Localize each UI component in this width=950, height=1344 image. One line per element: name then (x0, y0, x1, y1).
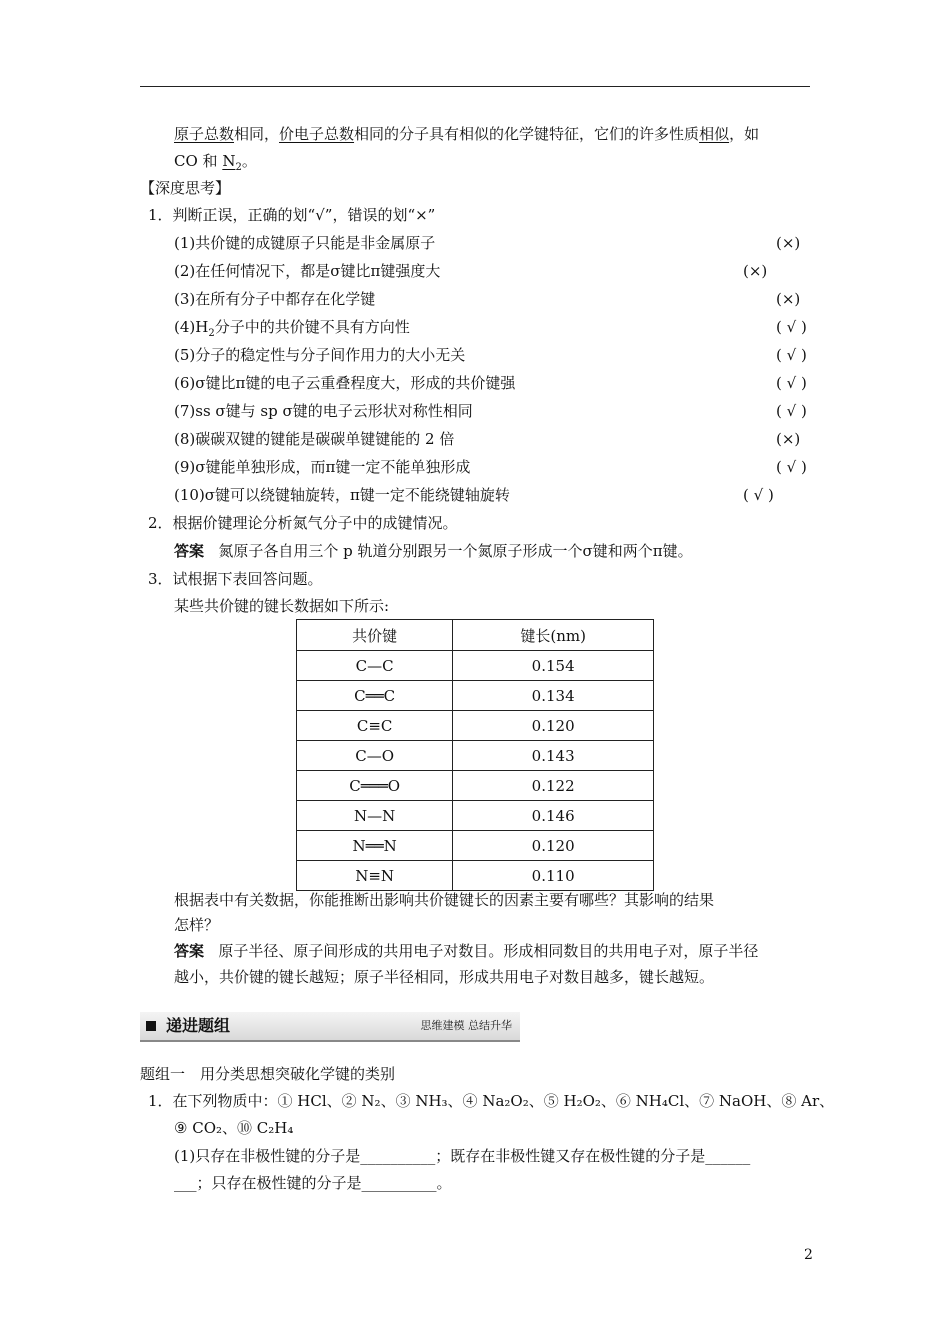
length-cell: 0.110 (453, 861, 654, 891)
intro-line2-n2: $N_2$ (222, 152, 242, 173)
question-3-text-line-1: 根据表中有关数据，你能推断出影响共价键键长的因素主要有哪些？其影响的结果 (174, 891, 715, 909)
judge-item-1: (1)共价键的成键原子只能是非金属原子 (174, 234, 436, 252)
table-header-length: 键长(nm) (453, 620, 654, 651)
judge-mark-7: ( √ ) (776, 402, 807, 420)
table-row (297, 771, 654, 801)
banner-title: 递进题组 (166, 1016, 231, 1035)
judge-mark-4: ( √ ) (776, 318, 807, 336)
intro-line2-text: CO 和 (174, 152, 223, 170)
question-3-answer-line-1: 答案 原子半径、原子间形成的共用电子对数目。形成相同数目的共用电子对，原子半径 (174, 942, 759, 960)
length-cell: 0.122 (453, 771, 654, 801)
bond-cell: C—C (297, 651, 453, 681)
question-3-answer-line-2: 越小，共价键的键长越短；原子半径相同，形成共用电子对数目越多，键长越短。 (174, 968, 715, 986)
deep-think-heading: 【深度思考】 (140, 179, 231, 197)
length-cell: 0.134 (453, 681, 654, 711)
judge-item-2: (2)在任何情况下，都是σ键比π键强度大 (174, 262, 441, 280)
group-1-question-1-line-2: ⑨ CO₂、⑩ C₂H₄ (174, 1119, 294, 1137)
question-1-label: 1．判断正误，正确的划“√”，错误的划“×” (148, 206, 436, 224)
intro-text-3: ，如 (729, 125, 760, 143)
banner-subtitle: 思维建模 总结升华 (420, 1019, 512, 1032)
judge-mark-9: ( √ ) (776, 458, 807, 476)
table-row (297, 861, 654, 891)
judge-item-8: (8)碳碳双键的键能是碳碳单键键能的 2 倍 (174, 430, 455, 448)
bond-cell: N══N (297, 831, 453, 861)
group-1-subquestion-line-2: ___；只存在极性键的分子是__________。 (174, 1174, 452, 1192)
group-1-subquestion-line-1: (1)只存在非极性键的分子是__________；既存在非极性键又存在极性键的分子是______ (174, 1147, 751, 1165)
judge-item-7: (7)ss σ键与 sp σ键的电子云形状对称性相同 (174, 402, 473, 420)
header-rule (140, 86, 810, 87)
judge-mark-6: ( √ ) (776, 374, 807, 392)
table-row (297, 711, 654, 741)
judge-item-5: (5)分子的稳定性与分子间作用力的大小无关 (174, 346, 466, 364)
bond-cell: C═══O (297, 771, 453, 801)
table-row (297, 801, 654, 831)
length-cell: 0.120 (453, 711, 654, 741)
question-3-intro: 某些共价键的键长数据如下所示: (174, 597, 390, 615)
intro-text-1: 相同， (234, 125, 280, 143)
intro-underlined-3: 相似 (699, 125, 730, 143)
question-3-label: 3．试根据下表回答问题。 (148, 570, 323, 588)
judge-item-4: $(4)H_2$分子中的共价键不具有方向性 (174, 318, 410, 339)
judge-mark-3: (×) (776, 290, 801, 308)
answer-label: 答案 (174, 542, 205, 560)
group-1-title: 题组一 用分类思想突破化学键的类别 (140, 1065, 396, 1083)
square-bullet-icon (146, 1021, 156, 1031)
question-2-answer: 答案 氮原子各自用三个 p 轨道分别跟另一个氮原子形成一个σ键和两个π键。 (174, 542, 693, 560)
intro-text-2: 相同的分子具有相似的化学键特征，它们的许多性质 (354, 125, 700, 143)
intro-underlined-1: 原子总数 (174, 125, 235, 143)
table-row (297, 741, 654, 771)
bond-cell: N≡N (297, 861, 453, 891)
table-row (297, 831, 654, 861)
judge-mark-1: (×) (776, 234, 801, 252)
table-row (297, 651, 654, 681)
question-2-label: 2．根据价键理论分析氮气分子中的成键情况。 (148, 514, 458, 532)
bond-cell: C══C (297, 681, 453, 711)
group-1-question-1-line-1: 1．在下列物质中：① HCl、② N₂、③ NH₃、④ Na₂O₂、⑤ H₂O₂、⑥ NH₄Cl、⑦ NaOH、⑧ Ar、 (148, 1092, 835, 1110)
bond-cell: N—N (297, 801, 453, 831)
judge-mark-10: ( √ ) (743, 486, 774, 504)
answer-label: 答案 (174, 942, 205, 960)
bond-length-table (296, 619, 654, 891)
length-cell: 0.143 (453, 741, 654, 771)
judge-item-3: (3)在所有分子中都存在化学键 (174, 290, 376, 308)
bond-cell: C≡C (297, 711, 453, 741)
length-cell: 0.154 (453, 651, 654, 681)
judge-mark-2: (×) (743, 262, 768, 280)
judge-mark-8: (×) (776, 430, 801, 448)
intro-line-2: CO 和 $N_2$。 (174, 152, 257, 173)
judge-item-9: (9)σ键能单独形成，而π键一定不能单独形成 (174, 458, 471, 476)
table-header-bond: 共价键 (297, 620, 453, 651)
judge-item-6: (6)σ键比π键的电子云重叠程度大，形成的共价键强 (174, 374, 516, 392)
bond-cell: C—O (297, 741, 453, 771)
intro-line-1 (174, 124, 759, 144)
intro-underlined-2: 价电子总数 (279, 125, 355, 143)
length-cell: 0.146 (453, 801, 654, 831)
question-3-text-line-2: 怎样？ (174, 916, 220, 934)
section-banner (140, 1012, 520, 1042)
judge-item-10: (10)σ键可以绕键轴旋转，π键一定不能绕键轴旋转 (174, 486, 510, 504)
table-row (297, 681, 654, 711)
page-number: 2 (804, 1247, 813, 1263)
table-header-row (297, 620, 654, 651)
judge-mark-5: ( √ ) (776, 346, 807, 364)
length-cell: 0.120 (453, 831, 654, 861)
